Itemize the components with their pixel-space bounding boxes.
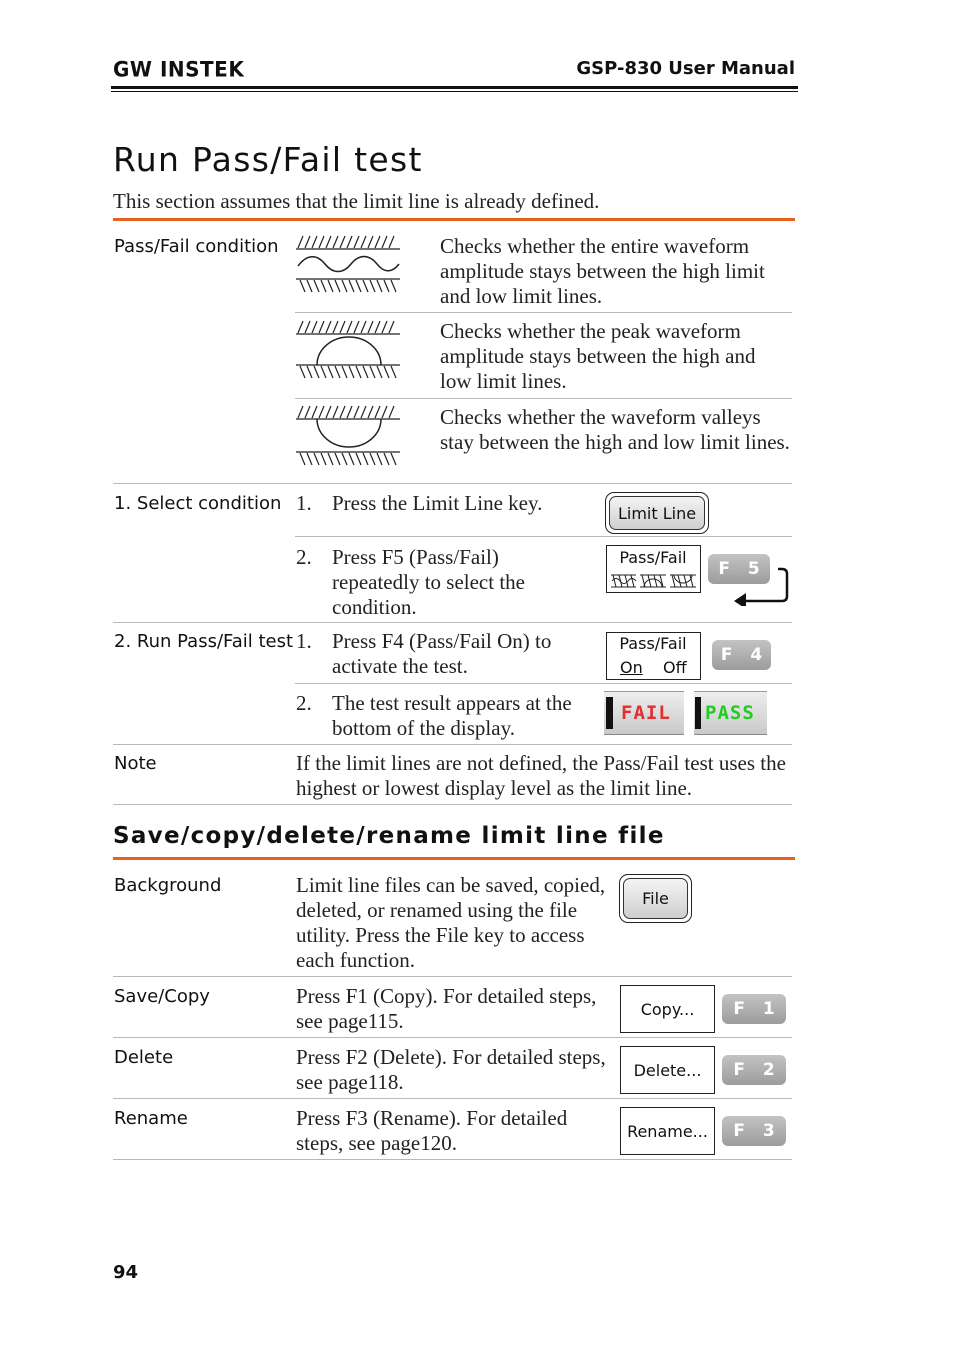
step-text: Press F4 (Pass/Fail On) to activate the test.: [332, 629, 552, 678]
section-rule: [113, 483, 792, 484]
f4-key[interactable]: F 4: [712, 640, 771, 670]
condition-peak-text: Checks whether the peak waveform amplitude stays between the high and low limit lines.: [440, 319, 756, 393]
condition-cycle-icon: [610, 573, 696, 589]
note-label: Note: [114, 753, 157, 774]
f1-key[interactable]: F 1: [722, 994, 786, 1024]
file-key-label: File: [623, 878, 688, 919]
pass-result-indicator: [694, 691, 767, 735]
section-rule: [113, 1098, 792, 1099]
step-text: Press F5 (Pass/Fail) repeatedly to select the condition.: [332, 545, 525, 619]
softkey-label: Pass/Fail: [619, 634, 687, 653]
page-title: Run Pass/Fail test: [113, 140, 423, 179]
header-rule: [111, 86, 798, 89]
passfail-condition-label: Pass/Fail condition: [114, 236, 279, 257]
row-divider: [295, 536, 792, 537]
section-rule: [113, 1159, 792, 1160]
limit-line-key-label: Limit Line: [609, 496, 705, 530]
background-label: Background: [114, 875, 222, 896]
off-option: Off: [663, 658, 687, 677]
row-divider: [295, 683, 792, 684]
header-rule-thin: [111, 91, 798, 92]
file-key[interactable]: [619, 874, 692, 923]
fail-text: FAIL: [621, 702, 671, 724]
step-text: Press the Limit Line key.: [332, 491, 543, 515]
section-rule: [113, 744, 792, 745]
condition-valley-text: Checks whether the waveform valleys stay between the high and low limit lines.: [440, 405, 790, 454]
valley-waveform-icon: [295, 404, 403, 468]
fail-result-indicator: [604, 691, 684, 735]
copy-softkey-box: Copy...: [620, 985, 715, 1033]
section-rule: [113, 976, 792, 977]
background-text: Limit line files can be saved, copied, deleted, or renamed using the file utility. Press the File key to access each function.: [296, 873, 606, 972]
run-test-label: 2. Run Pass/Fail test: [114, 631, 294, 652]
section-rule: [113, 804, 792, 805]
step-number: 1.: [296, 491, 312, 515]
note-text: If the limit lines are not defined, the Pass/Fail test uses the highest or lowest display level as the limit line.: [296, 751, 786, 800]
result-bar: [695, 697, 701, 729]
pass-text: PASS: [705, 702, 755, 724]
f2-key[interactable]: F 2: [722, 1055, 786, 1085]
repeat-arrow-icon: [730, 566, 792, 606]
rename-label: Rename: [114, 1108, 188, 1129]
step-number: 2.: [296, 545, 312, 569]
brand-logo: GW INSTEK: [113, 56, 245, 82]
section-divider: [113, 857, 795, 860]
save-copy-text: Press F1 (Copy). For detailed steps, see page115.: [296, 984, 597, 1033]
condition-whole-text: Checks whether the entire waveform amplitude stays between the high limit and low limit lines.: [440, 234, 765, 308]
passfail-softkey-box: [606, 545, 701, 593]
page-number: 94: [113, 1262, 139, 1283]
result-bar: [606, 697, 613, 729]
whole-waveform-icon: [295, 234, 403, 296]
step-text: The test result appears at the bottom of the display.: [332, 691, 572, 740]
limit-line-key[interactable]: [605, 492, 709, 534]
peak-waveform-icon: [295, 319, 403, 381]
save-copy-label: Save/Copy: [114, 986, 210, 1007]
delete-text: Press F2 (Delete). For detailed steps, see page118.: [296, 1045, 606, 1094]
f3-key[interactable]: F 3: [722, 1116, 786, 1146]
rename-text: Press F3 (Rename). For detailed steps, see page120.: [296, 1106, 568, 1155]
delete-softkey-box: Delete...: [620, 1046, 715, 1094]
f5-key[interactable]: F 5: [708, 554, 770, 584]
passfail-on-softkey-box: [606, 632, 701, 680]
delete-label: Delete: [114, 1047, 174, 1068]
rename-softkey-box: Rename...: [620, 1107, 715, 1155]
section-divider: [113, 218, 795, 221]
step-number: 2.: [296, 691, 312, 715]
manual-title: GSP-830 User Manual: [576, 58, 795, 79]
section-rule: [113, 622, 792, 623]
section-rule: [113, 1037, 792, 1038]
section2-title: Save/copy/delete/rename limit line file: [113, 823, 665, 849]
row-divider: [295, 312, 792, 313]
step-number: 1.: [296, 629, 312, 653]
intro-text: This section assumes that the limit line is already defined.: [113, 189, 600, 213]
select-condition-label: 1. Select condition: [114, 493, 282, 514]
on-option: On: [620, 658, 643, 677]
row-divider: [295, 398, 792, 399]
softkey-label: Pass/Fail: [619, 548, 687, 567]
